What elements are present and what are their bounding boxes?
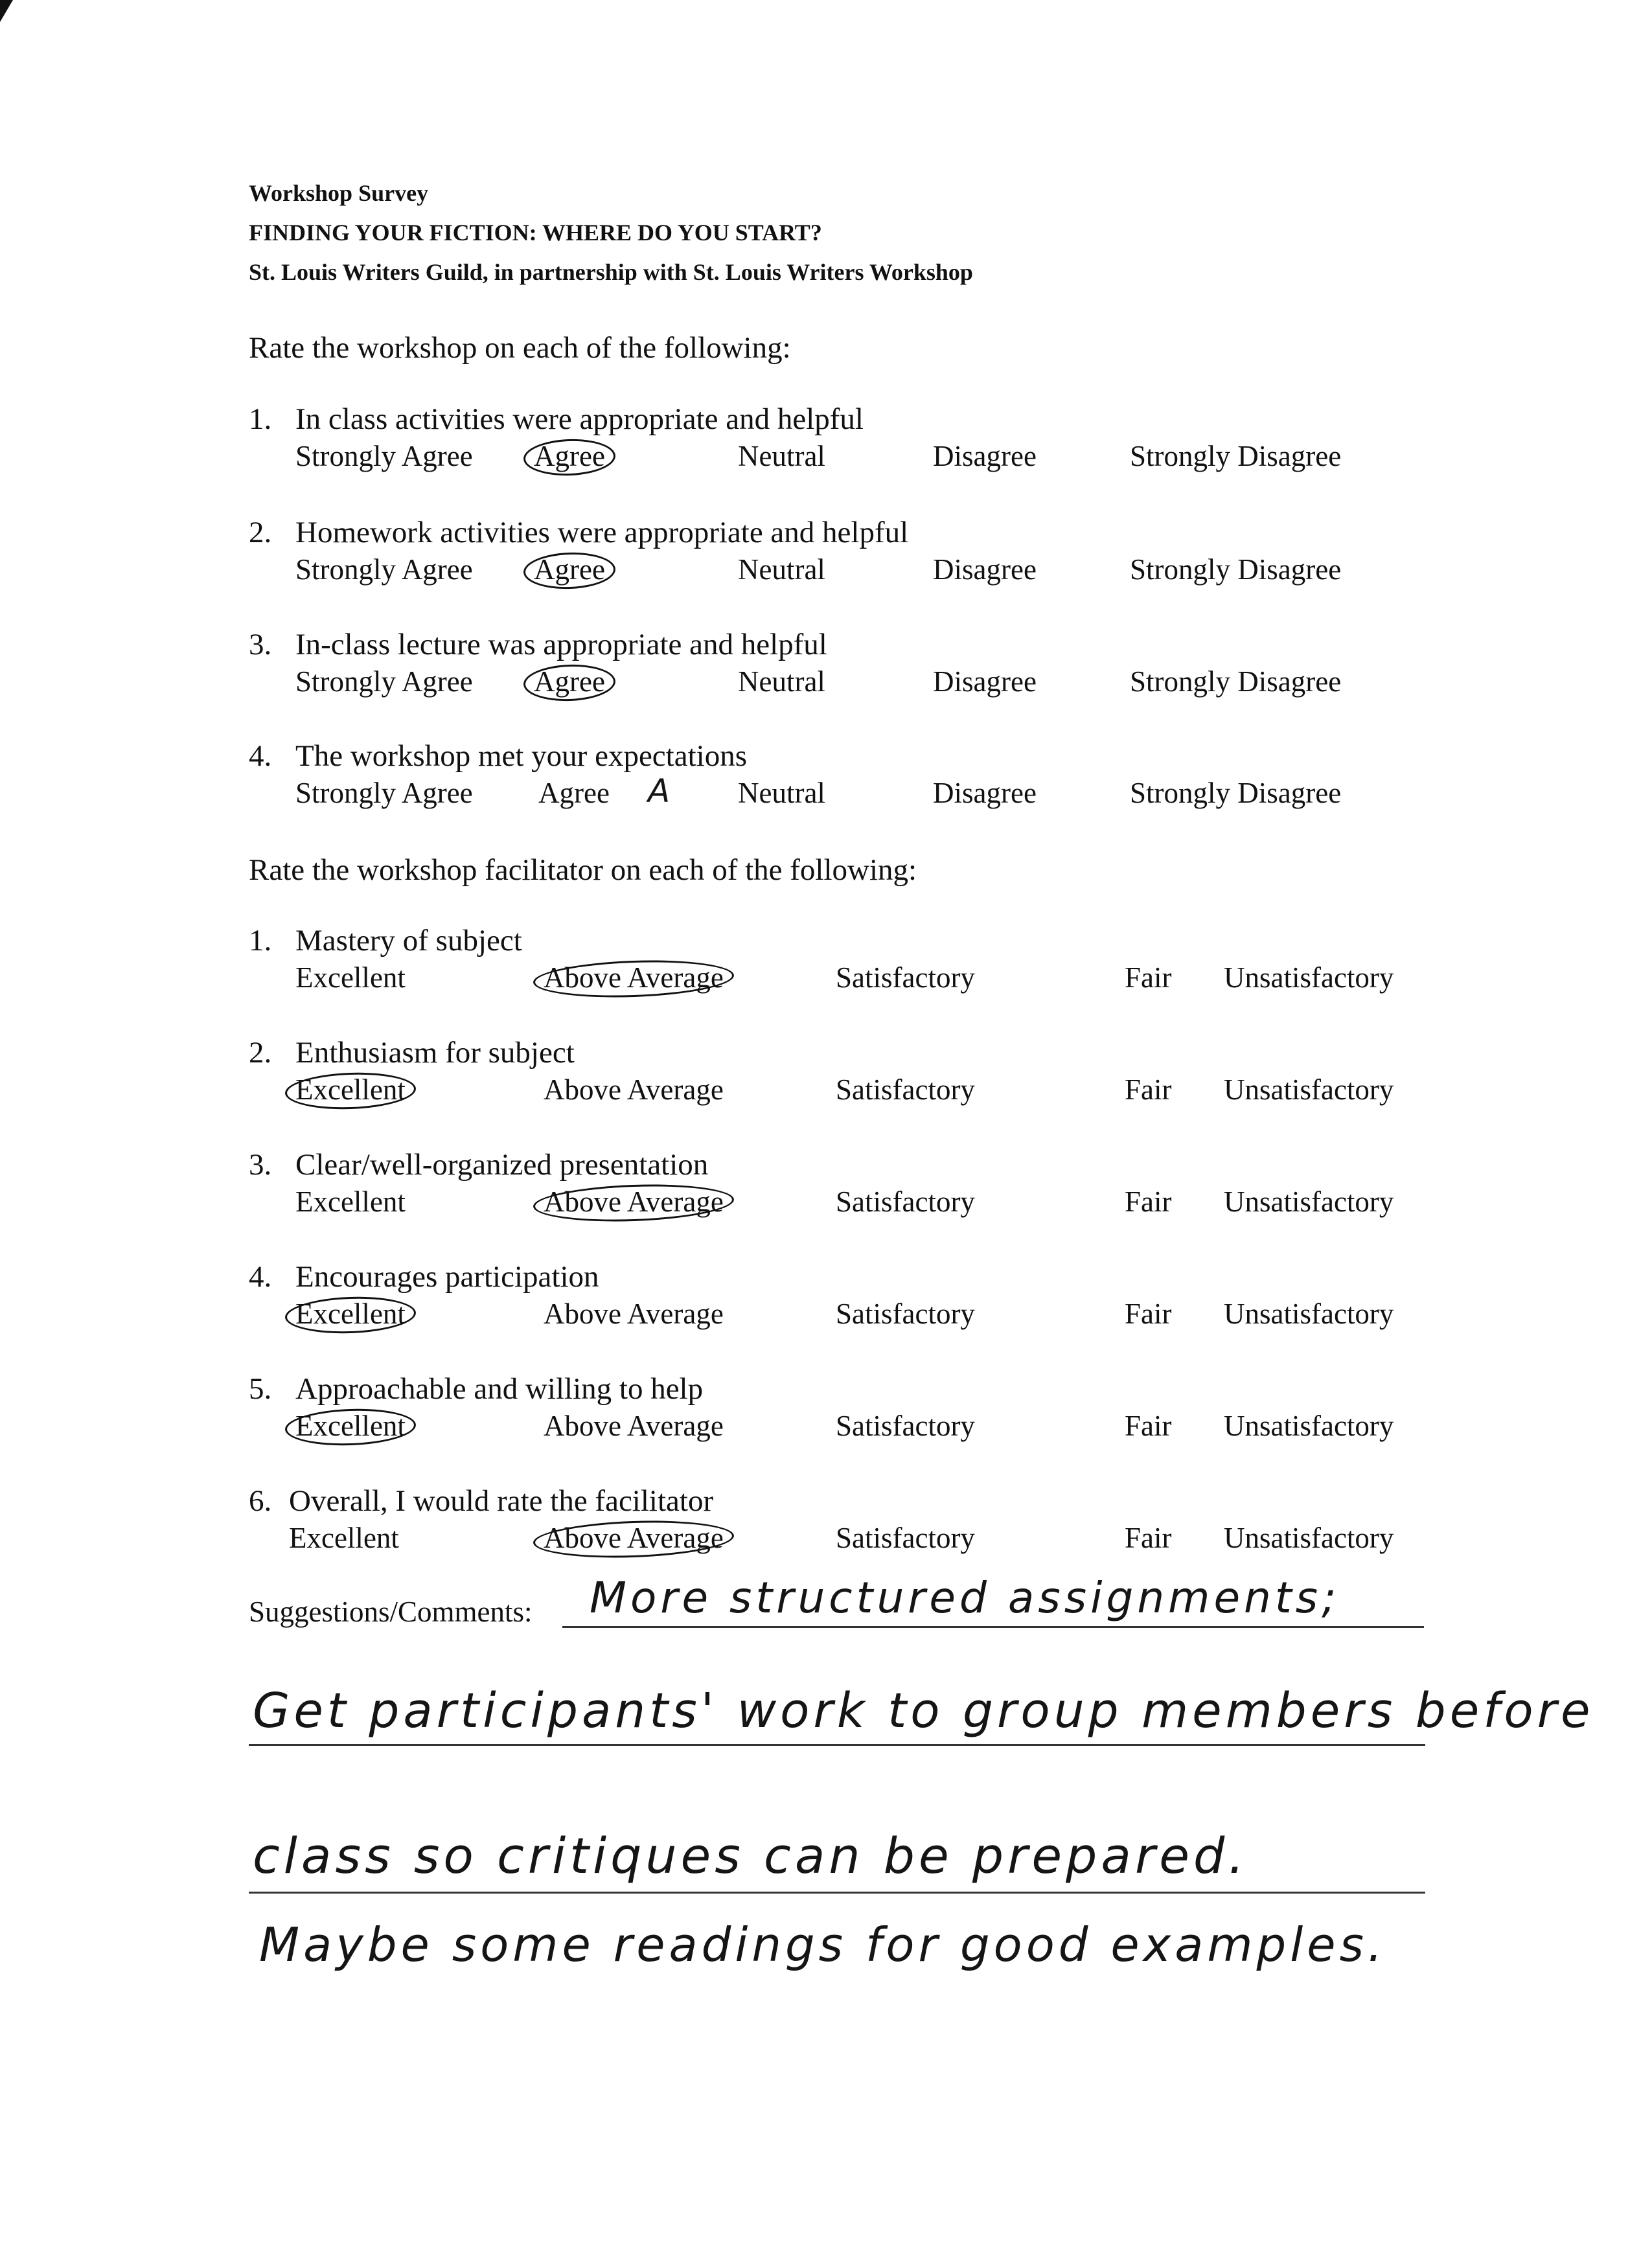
option-disagree[interactable]: Disagree — [933, 777, 1037, 809]
survey-title: Workshop Survey — [249, 180, 429, 206]
option-strongly-disagree[interactable]: Strongly Disagree — [1130, 665, 1342, 698]
handwritten-comment-1: More structured assignments; — [590, 1573, 1340, 1623]
facilitator-question-3 — [249, 1147, 1480, 1231]
option-satisfactory[interactable]: Satisfactory — [836, 1410, 975, 1442]
handwritten-comment-3: class so critiques can be prepared. — [253, 1827, 1248, 1884]
question-number: 2. — [249, 516, 272, 549]
option-unsatisfactory[interactable]: Unsatisfactory — [1224, 1298, 1394, 1330]
option-strongly-disagree[interactable]: Strongly Disagree — [1130, 440, 1342, 472]
option-above-average-selected[interactable]: Above Average — [544, 1522, 724, 1554]
workshop-question-1 — [249, 402, 1480, 486]
option-fair[interactable]: Fair — [1125, 1073, 1172, 1106]
comments-label: Suggestions/Comments: — [249, 1596, 533, 1628]
option-agree-selected[interactable]: Agree — [534, 665, 605, 698]
option-agree[interactable]: Agree — [538, 777, 610, 809]
option-excellent-selected[interactable]: Excellent — [295, 1298, 406, 1330]
scan-corner-mark — [0, 0, 13, 22]
question-text: In-class lecture was appropriate and helpful — [295, 628, 827, 661]
question-text: Mastery of subject — [295, 924, 522, 957]
option-unsatisfactory[interactable]: Unsatisfactory — [1224, 1522, 1394, 1554]
comment-line-1 — [562, 1626, 1424, 1628]
question-text: The workshop met your expectations — [295, 739, 747, 773]
option-above-average-selected[interactable]: Above Average — [544, 1186, 724, 1218]
option-disagree[interactable]: Disagree — [933, 553, 1037, 586]
survey-header — [249, 174, 973, 292]
option-above-average[interactable]: Above Average — [544, 1073, 724, 1106]
option-excellent[interactable]: Excellent — [289, 1522, 399, 1554]
workshop-name: FINDING YOUR FICTION: WHERE DO YOU START? — [249, 220, 822, 246]
workshop-question-4 — [249, 739, 1480, 823]
option-above-average[interactable]: Above Average — [544, 1410, 724, 1442]
option-fair[interactable]: Fair — [1125, 1522, 1172, 1554]
option-agree-selected[interactable]: Agree — [534, 440, 605, 472]
question-text: Homework activities were appropriate and helpful — [295, 516, 909, 549]
facilitator-question-5 — [249, 1371, 1480, 1456]
question-text: Clear/well-organized presentation — [295, 1148, 709, 1182]
option-strongly-agree[interactable]: Strongly Agree — [295, 665, 473, 698]
option-strongly-disagree[interactable]: Strongly Disagree — [1130, 777, 1342, 809]
question-number: 2. — [249, 1036, 272, 1070]
option-unsatisfactory[interactable]: Unsatisfactory — [1224, 1186, 1394, 1218]
question-number: 5. — [249, 1372, 272, 1406]
option-above-average-selected[interactable]: Above Average — [544, 961, 724, 994]
facilitator-question-4 — [249, 1259, 1480, 1344]
option-excellent-selected[interactable]: Excellent — [295, 1410, 406, 1442]
question-text: In class activities were appropriate and helpful — [295, 402, 864, 436]
workshop-question-2 — [249, 515, 1480, 599]
option-excellent[interactable]: Excellent — [295, 1186, 406, 1218]
question-number: 4. — [249, 1260, 272, 1294]
option-unsatisfactory[interactable]: Unsatisfactory — [1224, 1410, 1394, 1442]
option-satisfactory[interactable]: Satisfactory — [836, 1073, 975, 1106]
question-number: 3. — [249, 628, 272, 661]
option-satisfactory[interactable]: Satisfactory — [836, 1186, 975, 1218]
option-fair[interactable]: Fair — [1125, 1410, 1172, 1442]
question-text: Overall, I would rate the facilitator — [289, 1484, 714, 1518]
facilitator-question-6 — [249, 1483, 1480, 1568]
comment-line-3 — [249, 1892, 1425, 1894]
option-neutral[interactable]: Neutral — [738, 440, 825, 472]
option-satisfactory[interactable]: Satisfactory — [836, 961, 975, 994]
workshop-question-3 — [249, 627, 1480, 711]
option-strongly-agree[interactable]: Strongly Agree — [295, 553, 473, 586]
option-fair[interactable]: Fair — [1125, 961, 1172, 994]
question-number: 3. — [249, 1148, 272, 1182]
option-strongly-agree[interactable]: Strongly Agree — [295, 777, 473, 809]
option-neutral[interactable]: Neutral — [738, 553, 825, 586]
handwritten-mark-a: A — [648, 772, 674, 810]
question-text: Encourages participation — [295, 1260, 599, 1294]
question-number: 4. — [249, 739, 272, 773]
option-disagree[interactable]: Disagree — [933, 665, 1037, 698]
question-number: 1. — [249, 402, 272, 436]
option-excellent[interactable]: Excellent — [295, 961, 406, 994]
option-unsatisfactory[interactable]: Unsatisfactory — [1224, 1073, 1394, 1106]
option-satisfactory[interactable]: Satisfactory — [836, 1298, 975, 1330]
option-strongly-disagree[interactable]: Strongly Disagree — [1130, 553, 1342, 586]
question-text: Enthusiasm for subject — [295, 1036, 575, 1070]
facilitator-section-title: Rate the workshop facilitator on each of the following: — [249, 853, 917, 887]
handwritten-comment-4: Maybe some readings for good examples. — [259, 1918, 1386, 1972]
option-satisfactory[interactable]: Satisfactory — [836, 1522, 975, 1554]
facilitator-question-1 — [249, 923, 1480, 1007]
handwritten-comment-2: Get participants' work to group members before — [253, 1683, 1594, 1739]
organizer-line: St. Louis Writers Guild, in partnership with St. Louis Writers Workshop — [249, 259, 973, 285]
comment-line-2 — [249, 1744, 1425, 1746]
question-text: Approachable and willing to help — [295, 1372, 704, 1406]
option-excellent-selected[interactable]: Excellent — [295, 1073, 406, 1106]
option-neutral[interactable]: Neutral — [738, 665, 825, 698]
workshop-section-title: Rate the workshop on each of the following: — [249, 331, 791, 365]
option-above-average[interactable]: Above Average — [544, 1298, 724, 1330]
option-strongly-agree[interactable]: Strongly Agree — [295, 440, 473, 472]
option-agree-selected[interactable]: Agree — [534, 553, 605, 586]
question-number: 1. — [249, 924, 272, 957]
option-disagree[interactable]: Disagree — [933, 440, 1037, 472]
option-neutral[interactable]: Neutral — [738, 777, 825, 809]
facilitator-question-2 — [249, 1035, 1480, 1119]
option-fair[interactable]: Fair — [1125, 1298, 1172, 1330]
option-unsatisfactory[interactable]: Unsatisfactory — [1224, 961, 1394, 994]
question-number: 6. — [249, 1484, 272, 1518]
option-fair[interactable]: Fair — [1125, 1186, 1172, 1218]
